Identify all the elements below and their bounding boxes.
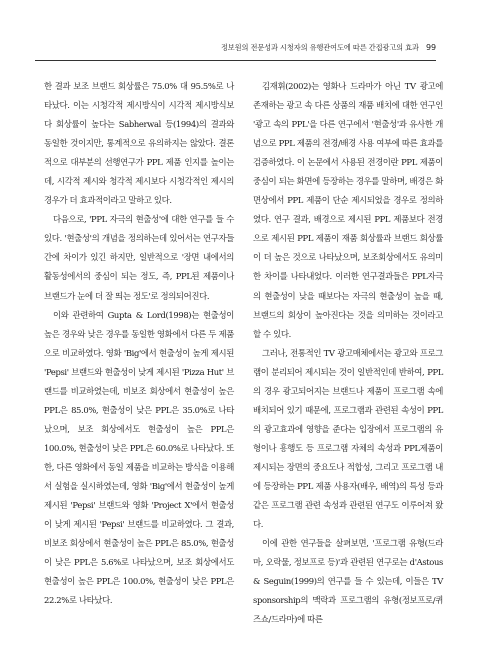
paragraph: 이에 관한 연구들을 살펴보면, '프로그램 유형(드라마, 오락물, 정보프로 등)'과 관련된 연구로는 d'Astous & Seguin(1999)의 연구를 들 수 있는데, 이들은 TV sponsorship의 맥락과 프로그램의 유형(정보프로/퀴즈쇼/드라마)에 따른	[253, 538, 443, 625]
paragraph: 한 결과 보조 브랜드 회상률은 75.0% 대 95.5%로 나타났다. 이는 시청각적 제시방식이 시각적 제시방식보다 회상률이 높다는 Sabherwal 등(1994)의 결과와 동일한 것이지만, 통계적으로 유의하지는 않았다. 결론적으로 대부분의 선행연구가 PPL 제품 인지를 높이는데, 시각적 제시와 청각적 제시보다 시청각적인 제시의 경우가 더 효과적이라고 말하고 있다.	[44, 81, 234, 206]
left-column	[44, 77, 234, 610]
page-number: 99	[426, 43, 436, 52]
paragraph: 다음으로, 'PPL 자극의 현출성'에 대한 연구를 들 수 있다. '현출성'의 개념을 정의하는데 있어서는 연구자들 간에 차이가 있긴 하지만, 일반적으로 '장면 내에서의 활동성에서의 중심이 되는 정도, 즉, PPL된 제품이나 브랜드가 눈에 더 잘 띄는 정도'로 정의되어진다.	[44, 214, 234, 301]
running-header	[44, 43, 436, 53]
running-title: 정보원의 전문성과 시청자의 유행관여도에 따른 간접광고의 효과	[220, 43, 419, 52]
right-column	[253, 77, 443, 629]
paragraph: 김재휘(2002)는 영화나 드라마가 아닌 TV 광고에 존재하는 광고 속 다른 상품의 재품 배치에 대한 연구인 '광고 속의 PPL'을 다른 연구에서 '현출성'과 유사한 개념으로 PPL 제품의 전경/배경 사용 여부에 따른 효과를 검증하였다. 이 논문에서 사용된 전경이란 PPL 제품이 중심이 되는 화면에 등장하는 경우를 말하며, 배경은 화면상에서 PPL 제품이 단순 제시되었을 경우로 정의하였다. 연구 결과, 배경으로 제시된 PPL 제품보다 전경으로 제시된 PPL 제품이 재품 회상률과 브랜드 회상률이 더 높은 것으로 나타났으며, 보조회상에서도 유의미한 차이를 나타내었다. 이러한 연구결과들은 PPL자극의 현출성이 낮을 때보다는 자극의 현출성이 높을 때, 브랜드의 회상이 높아진다는 것을 의미하는 것이라고 할 수 있다.	[253, 81, 443, 339]
header-rule	[35, 60, 436, 61]
paragraph: 그러나, 전통적인 TV 광고매체에서는 광고와 프로그램이 분리되어 제시되는 것이 일반적인데 반하여, PPL의 경우 광고되어지는 브랜드나 제품이 프로그램 속에 배치되어 있기 때문에, 프로그램과 관련된 속성이 PPL의 광고효과에 영향을 준다는 입장에서 프로그램의 유형이나 흥행도 등 프로그램 자체의 속성과 PPL제품이 제시되는 장면의 중요도나 적합성, 그리고 프로그램 내에 등장하는 PPL 제품 사용자(배우, 배역)의 특성 등과 같은 프로그램 관련 속성과 관련된 연구도 이루어져 왔다.	[253, 347, 443, 530]
paragraph: 이와 관련하여 Gupta & Lord(1998)는 현출성이 높은 경우와 낮은 경우를 동일한 영화에서 다른 두 제품으로 비교하였다. 영화 'Big'에서 현출성이 높게 제시된 'Pepsi' 브랜드와 현출성이 낮게 제시된 'Pizza Hut' 브랜드를 비교하였는데, 비보조 회상에서 현출성이 높은 PPL은 85.0%, 현출성이 낮은 PPL은 35.0%로 나타났으며, 보조 회상에서도 현출성이 높은 PPL은 100.0%, 현출성이 낮은 PPL은 60.0%로 나타났다. 또한, 다른 영화에서 동일 제품을 비교하는 방식을 이용해서 실험을 실시하였는데, 영화 'Big'에서 현출성이 높게 제시된 'Pepsi' 브랜드와 영화 'Project X'에서 현출성이 낮게 제시된 'Pepsi' 브랜드를 비교하였다. 그 결과, 비보조 회상에서 현출성이 높은 PPL은 85.0%, 현출성이 낮은 PPL은 5.6%로 나타났으며, 보조 회상에서도 현출성이 높은 PPL은 100.0%, 현출성이 낮은 PPL은 22.2%로 나타났다.	[44, 309, 234, 606]
